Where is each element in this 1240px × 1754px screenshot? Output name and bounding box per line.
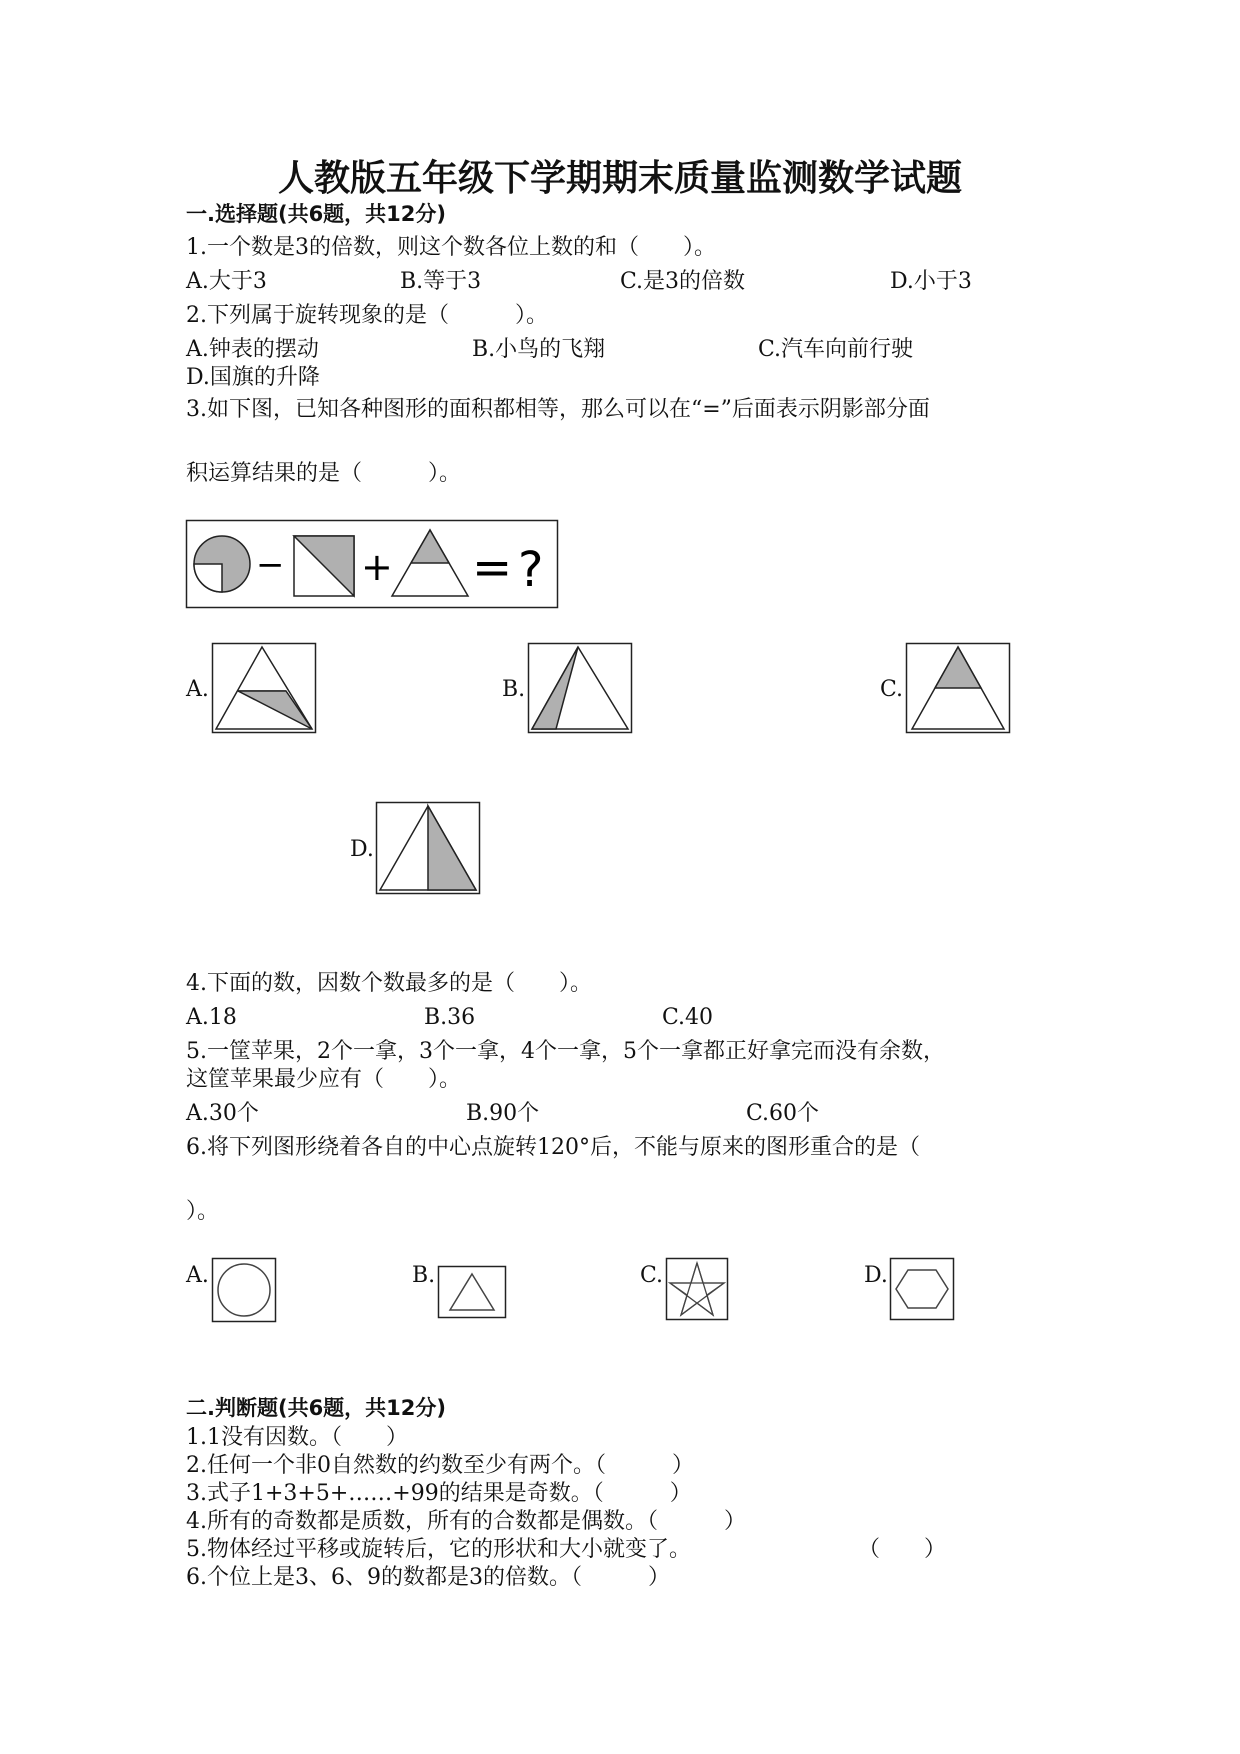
q3-equals-sign: = bbox=[472, 540, 513, 596]
q3-plus-sign: + bbox=[361, 545, 393, 589]
q6-option-d-label: D. bbox=[864, 1263, 888, 1288]
q6-option-c-figure bbox=[666, 1258, 728, 1320]
q5-stem-line2: 这筐苹果最少应有（ ）。 bbox=[186, 1067, 462, 1092]
judge-item-3: 3.式子1+3+5+……+99的结果是奇数。（ ） bbox=[186, 1481, 692, 1506]
q2-option-b: B.小鸟的飞翔 bbox=[472, 337, 606, 362]
q5-stem-line1: 5.一筐苹果，2个一拿，3个一拿，4个一拿，5个一拿都正好拿完而没有余数， bbox=[186, 1039, 945, 1064]
q6-option-b-label: B. bbox=[412, 1263, 436, 1288]
q3-option-b-label: B. bbox=[502, 677, 526, 702]
q5-option-c: C.60个 bbox=[746, 1101, 820, 1126]
section-heading-choice: 一.选择题(共6题，共12分) bbox=[186, 202, 447, 226]
q1-option-a: A.大于3 bbox=[186, 269, 267, 294]
q3-stem-line1: 3.如下图，已知各种图形的面积都相等，那么可以在“=”后面表示阴影部分面 bbox=[186, 397, 930, 422]
q1-option-d: D.小于3 bbox=[890, 269, 972, 294]
q3-formula-figure bbox=[186, 520, 558, 608]
judge-item-1: 1.1没有因数。（ ） bbox=[186, 1425, 408, 1450]
page-title: 人教版五年级下学期期末质量监测数学试题 bbox=[277, 158, 962, 199]
q5-option-b: B.90个 bbox=[466, 1101, 540, 1126]
judge-item-2: 2.任何一个非0自然数的约数至少有两个。（ ） bbox=[186, 1453, 694, 1478]
q6-option-c-label: C. bbox=[640, 1263, 664, 1288]
q6-option-a-label: A. bbox=[186, 1263, 209, 1288]
q1-option-c: C.是3的倍数 bbox=[620, 269, 746, 294]
q6-option-b-figure bbox=[438, 1266, 506, 1318]
q3-option-d-label: D. bbox=[350, 837, 374, 862]
q3-option-d-figure bbox=[376, 802, 480, 894]
q2-option-d: D.国旗的升降 bbox=[186, 365, 320, 390]
q4-stem: 4.下面的数，因数个数最多的是（ ）。 bbox=[186, 971, 592, 996]
q2-stem: 2.下列属于旋转现象的是（ ）。 bbox=[186, 303, 548, 328]
q3-minus-sign: − bbox=[256, 545, 285, 585]
q6-option-d-figure bbox=[890, 1258, 954, 1320]
q3-option-a-figure bbox=[212, 643, 316, 733]
judge-item-6: 6.个位上是3、6、9的数都是3的倍数。（ ） bbox=[186, 1565, 670, 1590]
q6-option-a-figure bbox=[212, 1258, 276, 1322]
q3-option-c-figure bbox=[906, 643, 1010, 733]
section-heading-judgement: 二.判断题(共6题，共12分) bbox=[186, 1396, 447, 1420]
q4-option-a: A.18 bbox=[186, 1005, 237, 1030]
judge-item-5: 5.物体经过平移或旋转后，它的形状和大小就变了。 bbox=[186, 1537, 691, 1562]
q2-option-c: C.汽车向前行驶 bbox=[758, 337, 914, 362]
q3-circle-shape bbox=[194, 536, 250, 592]
q3-option-a-label: A. bbox=[186, 677, 209, 702]
q3-option-b-figure bbox=[528, 643, 632, 733]
q3-stem-line2: 积运算结果的是（ ）。 bbox=[186, 461, 462, 486]
q2-option-a: A.钟表的摆动 bbox=[186, 337, 319, 362]
q3-option-c-label: C. bbox=[880, 677, 904, 702]
q6-stem-line1: 6.将下列图形绕着各自的中心点旋转120°后，不能与原来的图形重合的是（ bbox=[186, 1135, 920, 1160]
judge-item-5-bracket: （ ） bbox=[858, 1537, 947, 1562]
q1-stem: 1.一个数是3的倍数，则这个数各位上数的和（ ）。 bbox=[186, 235, 716, 260]
q1-option-b: B.等于3 bbox=[400, 269, 482, 294]
q3-question-mark: ? bbox=[518, 542, 544, 598]
q5-option-a: A.30个 bbox=[186, 1101, 259, 1126]
q4-option-b: B.36 bbox=[424, 1005, 476, 1030]
q4-option-c: C.40 bbox=[662, 1005, 714, 1030]
judge-item-4: 4.所有的奇数都是质数，所有的合数都是偶数。（ ） bbox=[186, 1509, 746, 1534]
q6-stem-line2: ）。 bbox=[186, 1199, 220, 1224]
q3-square-shape bbox=[294, 536, 354, 596]
